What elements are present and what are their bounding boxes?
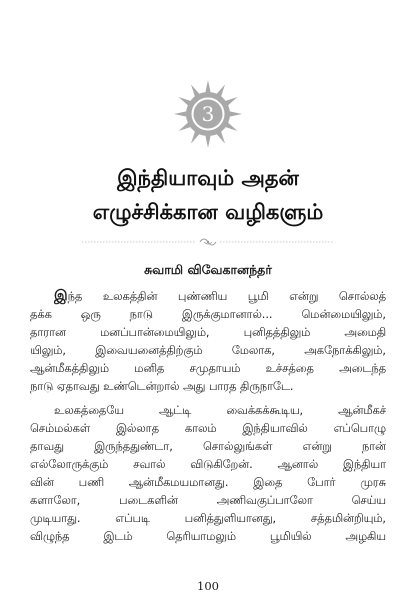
drop-cap: இ: [54, 288, 68, 304]
author-name: சுவாமி விவேகானந்தர்: [144, 262, 272, 277]
chapter-number: 3: [201, 102, 215, 126]
page-number: 100: [197, 579, 219, 593]
paragraph-2-line-3: தாவது இருந்ததுண்டா, சொல்லுங்கள் என்று நான்: [30, 440, 386, 453]
paragraph-2-line-4: எல்லோருக்கும் சவால் விடுகிறேன். ஆனால் இந்தியா: [30, 458, 386, 471]
star-burst-icon: [172, 78, 244, 150]
paragraph-2-line-1: உலகத்தையே ஆட்டி வைக்கக்கூடிய, ஆன்மீகச்: [54, 404, 386, 417]
paragraph-1-line-1: [54, 288, 386, 305]
ornament-divider-icon: [82, 236, 334, 248]
paragraph-1-line-2: தக்க ஒரு நாடு இருக்குமானால்... மென்மையிலும்,: [30, 308, 386, 321]
paragraph-2-line-7: முடியாது. எப்படி பனித்துளியானது, சத்தமின்றியும்,: [30, 512, 386, 525]
chapter-title-line-2: எழுச்சிக்கான வழிகளும்: [92, 200, 324, 224]
paragraph-1-line-4: யிலும், இவையனைத்திற்கும் மேலாக, அகநோக்கிலும்,: [30, 344, 386, 357]
paragraph-2-line-2: செம்மல்கள் இல்லாத காலம் இந்தியாவில் எப்பொழு: [30, 422, 386, 435]
paragraph-2-line-5: வின் பணி ஆன்மீகமயமானது. இதை போர் முரசு: [30, 476, 386, 489]
paragraph-1-line-3: தாரான மனப்பான்மையிலும், புனிதத்திலும் அமைதி: [30, 326, 386, 339]
paragraph-1-line-1-text: ந்த உலகத்தின் புண்ணிய பூமி என்று சொல்லத்: [67, 290, 386, 303]
chapter-title-line-1: இந்தியாவும் அதன்: [117, 166, 299, 190]
paragraph-1-line-5: ஆன்மீகத்திலும் மனித சமுதாயம் உச்சத்தை அடைந்த: [30, 362, 386, 375]
paragraph-1-line-6: நாடு ஏதாவது உண்டென்றால் அது பாரத திருநாடே.: [30, 380, 294, 393]
paragraph-2-line-8: விழுந்த இடம் தெரியாமலும் பூமியில் அழகிய: [30, 530, 386, 543]
paragraph-2-line-6: களாலோ, படைகளின் அணிவகுப்பாலோ செய்ய: [30, 494, 386, 507]
chapter-emblem-icon: [172, 78, 244, 150]
